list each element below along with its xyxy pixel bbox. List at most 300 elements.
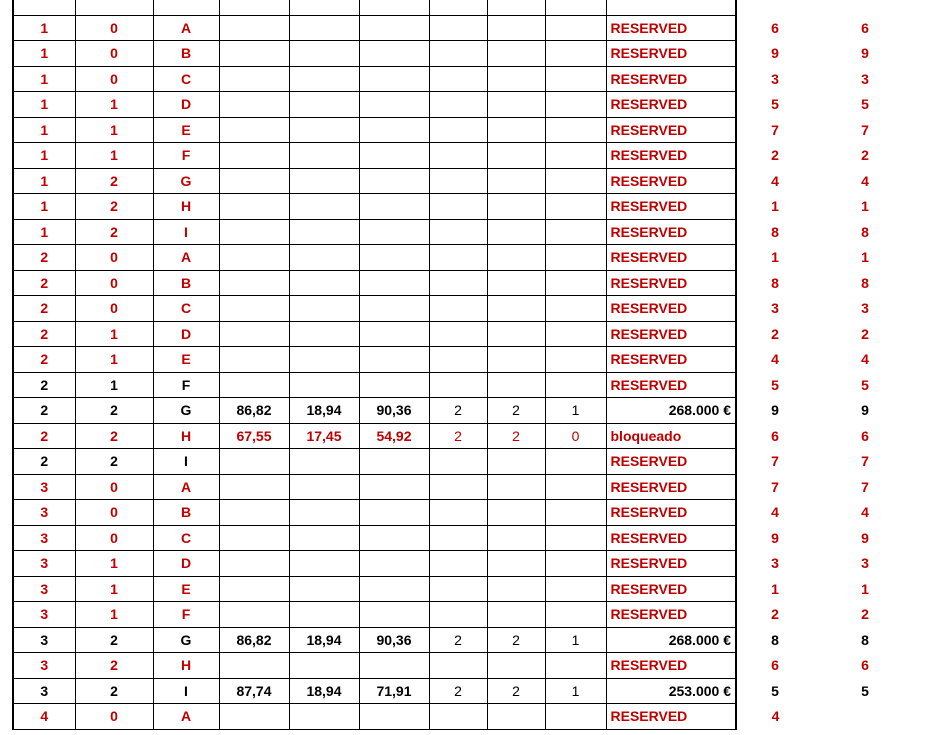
cell-estado-precio: RESERVED bbox=[606, 576, 736, 602]
cell-garaje bbox=[545, 92, 606, 118]
cell-bloque: 1 bbox=[75, 347, 153, 373]
cell-dormitorios bbox=[429, 0, 487, 15]
cell-dormitorios bbox=[429, 551, 487, 577]
cell-m2-util bbox=[219, 92, 289, 118]
cell-letra: B bbox=[153, 270, 219, 296]
cell-banos bbox=[487, 296, 545, 322]
cell-planta: 3 bbox=[13, 653, 75, 679]
cell-ref-b bbox=[814, 704, 916, 730]
cell-m2-terraza bbox=[289, 372, 359, 398]
cell-ref-a: 8 bbox=[771, 223, 779, 240]
cell-bloque: 0 bbox=[75, 245, 153, 271]
cell-ref-b: 8 bbox=[861, 223, 869, 240]
cell-dormitorios bbox=[429, 219, 487, 245]
cell-bloque: 0 bbox=[75, 500, 153, 526]
cell-m2-util bbox=[219, 347, 289, 373]
cell-bloque: 0 bbox=[75, 41, 153, 67]
cell-m2-util bbox=[219, 449, 289, 475]
cell-m2-util bbox=[219, 0, 289, 15]
cell-m2-terraza: 18,94 bbox=[289, 627, 359, 653]
cell-estado-precio: RESERVED bbox=[606, 653, 736, 679]
cell-bloque: 1 bbox=[75, 92, 153, 118]
cell-m2-util bbox=[219, 474, 289, 500]
cell-dormitorios bbox=[429, 500, 487, 526]
cell-garaje bbox=[545, 449, 606, 475]
cell-ref-a: 1 bbox=[771, 580, 779, 597]
cell-planta: 2 bbox=[13, 449, 75, 475]
cell-garaje bbox=[545, 474, 606, 500]
cell-m2-total bbox=[359, 449, 429, 475]
cell-letra: F bbox=[153, 143, 219, 169]
cell-ref-b: 8 bbox=[861, 631, 869, 648]
cell-ref-a: 9 bbox=[771, 45, 779, 62]
cell-dormitorios bbox=[429, 602, 487, 628]
cell-m2-util bbox=[219, 602, 289, 628]
cell-ref-a: 7 bbox=[771, 121, 779, 138]
cell-ref-b bbox=[814, 0, 916, 15]
cell-m2-total bbox=[359, 602, 429, 628]
cell-planta: 1 bbox=[13, 219, 75, 245]
cell-ref-b: 7 bbox=[861, 453, 869, 470]
cell-banos bbox=[487, 66, 545, 92]
cell-ref-a: 6 bbox=[771, 657, 779, 674]
cell-m2-terraza: 18,94 bbox=[289, 398, 359, 424]
cell-m2-terraza bbox=[289, 0, 359, 15]
cell-letra: G bbox=[153, 398, 219, 424]
cell-planta: 3 bbox=[13, 627, 75, 653]
cell-m2-total bbox=[359, 0, 429, 15]
cell-letra: H bbox=[153, 653, 219, 679]
cell-estado-precio: RESERVED bbox=[606, 296, 736, 322]
cell-letra: F bbox=[153, 602, 219, 628]
cell-dormitorios: 2 bbox=[429, 398, 487, 424]
cell-m2-total bbox=[359, 270, 429, 296]
cell-banos bbox=[487, 219, 545, 245]
cell-bloque: 1 bbox=[75, 372, 153, 398]
cell-m2-terraza bbox=[289, 474, 359, 500]
cell-dormitorios: 2 bbox=[429, 423, 487, 449]
table-row bbox=[13, 627, 916, 653]
cell-m2-terraza bbox=[289, 576, 359, 602]
cell-m2-util bbox=[219, 500, 289, 526]
cell-m2-total: 90,36 bbox=[359, 627, 429, 653]
cell-planta: 1 bbox=[13, 143, 75, 169]
cell-dormitorios bbox=[429, 576, 487, 602]
cell-estado-precio: RESERVED bbox=[606, 92, 736, 118]
cell-m2-terraza bbox=[289, 525, 359, 551]
cell-bloque: 2 bbox=[75, 627, 153, 653]
cell-m2-terraza bbox=[289, 602, 359, 628]
cell-bloque: 0 bbox=[75, 66, 153, 92]
cell-ref-a: 4 bbox=[771, 172, 779, 189]
cell-ref-b: 1 bbox=[861, 249, 869, 266]
cell-banos bbox=[487, 525, 545, 551]
cell-garaje bbox=[545, 143, 606, 169]
cell-garaje bbox=[545, 525, 606, 551]
cell-letra: E bbox=[153, 576, 219, 602]
cell-planta: 1 bbox=[13, 117, 75, 143]
cell-ref-b: 4 bbox=[861, 504, 869, 521]
cell-planta: 1 bbox=[13, 41, 75, 67]
cell-ref-b: 5 bbox=[861, 376, 869, 393]
table-row bbox=[13, 41, 916, 67]
cell-m2-util bbox=[219, 372, 289, 398]
cell-estado-precio: RESERVED bbox=[606, 704, 736, 730]
cell-garaje bbox=[545, 15, 606, 41]
cell-m2-util bbox=[219, 270, 289, 296]
cell-letra: I bbox=[153, 678, 219, 704]
cell-planta: 1 bbox=[13, 194, 75, 220]
cell-ref-b: 4 bbox=[861, 172, 869, 189]
cell-m2-total bbox=[359, 296, 429, 322]
cell-planta: 3 bbox=[13, 474, 75, 500]
cell-garaje: 1 bbox=[545, 398, 606, 424]
cell-dormitorios bbox=[429, 15, 487, 41]
cell-ref-b: 9 bbox=[861, 529, 869, 546]
cell-letra: H bbox=[153, 194, 219, 220]
cell-estado-precio: RESERVED bbox=[606, 602, 736, 628]
cell-letra: D bbox=[153, 551, 219, 577]
cell-banos: 2 bbox=[487, 627, 545, 653]
cell-dormitorios bbox=[429, 245, 487, 271]
cell-m2-total bbox=[359, 576, 429, 602]
cell-estado-precio: RESERVED bbox=[606, 321, 736, 347]
cell-dormitorios: 2 bbox=[429, 678, 487, 704]
cell-garaje bbox=[545, 653, 606, 679]
cell-estado-precio: RESERVED bbox=[606, 117, 736, 143]
cell-ref-a: 1 bbox=[771, 198, 779, 215]
cell-planta: 2 bbox=[13, 321, 75, 347]
cell-m2-util bbox=[219, 15, 289, 41]
cell-bloque: 2 bbox=[75, 194, 153, 220]
cell-bloque: 2 bbox=[75, 168, 153, 194]
cell-ref-a: 9 bbox=[771, 402, 779, 419]
cell-estado-precio: RESERVED bbox=[606, 41, 736, 67]
cell-m2-terraza bbox=[289, 194, 359, 220]
cell-m2-terraza: 17,45 bbox=[289, 423, 359, 449]
cell-m2-util bbox=[219, 653, 289, 679]
table-row bbox=[13, 245, 916, 271]
cell-planta: 3 bbox=[13, 602, 75, 628]
table-row bbox=[13, 194, 916, 220]
table-row bbox=[13, 500, 916, 526]
cell-m2-total bbox=[359, 66, 429, 92]
cell-bloque: 1 bbox=[75, 117, 153, 143]
cell-m2-terraza bbox=[289, 551, 359, 577]
cell-planta: 2 bbox=[13, 372, 75, 398]
table-row bbox=[13, 321, 916, 347]
cell-dormitorios bbox=[429, 525, 487, 551]
cell-letra: H bbox=[153, 423, 219, 449]
cell-m2-util bbox=[219, 219, 289, 245]
cell-m2-total bbox=[359, 474, 429, 500]
cell-dormitorios bbox=[429, 92, 487, 118]
table-row bbox=[13, 117, 916, 143]
cell-ref-a: 2 bbox=[771, 147, 779, 164]
cell-banos bbox=[487, 41, 545, 67]
cell-m2-util bbox=[219, 245, 289, 271]
cell-bloque: 1 bbox=[75, 602, 153, 628]
cell-bloque: 1 bbox=[75, 321, 153, 347]
cell-estado-precio: RESERVED bbox=[606, 372, 736, 398]
cell-garaje bbox=[545, 194, 606, 220]
units-table-body bbox=[13, 0, 916, 729]
cell-estado-precio: bloqueado bbox=[606, 423, 736, 449]
cell-bloque: 2 bbox=[75, 449, 153, 475]
cell-letra: C bbox=[153, 66, 219, 92]
cell-ref-b: 3 bbox=[861, 300, 869, 317]
table-row bbox=[13, 678, 916, 704]
cell-m2-total bbox=[359, 653, 429, 679]
cell-ref-a: 8 bbox=[771, 274, 779, 291]
cell-planta: 3 bbox=[13, 551, 75, 577]
cell-garaje bbox=[545, 602, 606, 628]
cell-garaje bbox=[545, 66, 606, 92]
cell-letra: A bbox=[153, 15, 219, 41]
cell-m2-terraza bbox=[289, 321, 359, 347]
cell-ref-a: 5 bbox=[771, 682, 779, 699]
cell-letra: D bbox=[153, 321, 219, 347]
cell-banos bbox=[487, 117, 545, 143]
cell-dormitorios bbox=[429, 449, 487, 475]
cell-ref-b: 7 bbox=[861, 121, 869, 138]
cell-dormitorios bbox=[429, 168, 487, 194]
cell-planta: 3 bbox=[13, 525, 75, 551]
cell-m2-total: 54,92 bbox=[359, 423, 429, 449]
cell-banos bbox=[487, 270, 545, 296]
cell-banos bbox=[487, 602, 545, 628]
cell-letra: E bbox=[153, 117, 219, 143]
cell-ref-a: 3 bbox=[771, 70, 779, 87]
table-row bbox=[13, 296, 916, 322]
cell-estado-precio: RESERVED bbox=[606, 347, 736, 373]
cell-dormitorios bbox=[429, 143, 487, 169]
cell-banos bbox=[487, 168, 545, 194]
cell-m2-terraza bbox=[289, 41, 359, 67]
cell-planta: 2 bbox=[13, 296, 75, 322]
cell-m2-total bbox=[359, 551, 429, 577]
cell-m2-terraza bbox=[289, 270, 359, 296]
cell-m2-terraza bbox=[289, 296, 359, 322]
table-row bbox=[13, 0, 916, 15]
cell-letra: A bbox=[153, 474, 219, 500]
cell-planta: 2 bbox=[13, 270, 75, 296]
cell-banos bbox=[487, 551, 545, 577]
cell-m2-total bbox=[359, 372, 429, 398]
cell-ref-b: 2 bbox=[861, 606, 869, 623]
cell-garaje bbox=[545, 117, 606, 143]
cell-m2-total bbox=[359, 92, 429, 118]
cell-m2-terraza bbox=[289, 66, 359, 92]
cell-m2-total bbox=[359, 245, 429, 271]
cell-banos bbox=[487, 321, 545, 347]
cell-banos bbox=[487, 704, 545, 730]
cell-m2-total bbox=[359, 500, 429, 526]
cell-ref-a: 1 bbox=[771, 249, 779, 266]
cell-banos bbox=[487, 653, 545, 679]
cell-planta: 2 bbox=[13, 423, 75, 449]
table-row bbox=[13, 347, 916, 373]
table-row bbox=[13, 219, 916, 245]
cell-banos bbox=[487, 449, 545, 475]
cell-banos: 2 bbox=[487, 423, 545, 449]
cell-ref-b: 1 bbox=[861, 198, 869, 215]
table-row bbox=[13, 168, 916, 194]
cell-garaje bbox=[545, 219, 606, 245]
cell-m2-util bbox=[219, 194, 289, 220]
cell-letra: C bbox=[153, 296, 219, 322]
table-row bbox=[13, 653, 916, 679]
cell-ref-a: 8 bbox=[771, 631, 779, 648]
cell-bloque: 1 bbox=[75, 143, 153, 169]
cell-m2-util bbox=[219, 41, 289, 67]
cell-estado-precio: RESERVED bbox=[606, 500, 736, 526]
cell-m2-total bbox=[359, 525, 429, 551]
cell-m2-total bbox=[359, 168, 429, 194]
cell-estado-precio: RESERVED bbox=[606, 270, 736, 296]
cell-m2-total bbox=[359, 41, 429, 67]
cell-m2-util bbox=[219, 296, 289, 322]
cell-banos: 2 bbox=[487, 678, 545, 704]
cell-bloque: 0 bbox=[75, 474, 153, 500]
cell-m2-total bbox=[359, 15, 429, 41]
cell-dormitorios bbox=[429, 41, 487, 67]
cell-dormitorios bbox=[429, 270, 487, 296]
cell-m2-total bbox=[359, 117, 429, 143]
cell-garaje bbox=[545, 270, 606, 296]
cell-planta: 1 bbox=[13, 92, 75, 118]
cell-dormitorios bbox=[429, 474, 487, 500]
cell-m2-util: 87,74 bbox=[219, 678, 289, 704]
cell-m2-util: 86,82 bbox=[219, 627, 289, 653]
cell-ref-b: 9 bbox=[861, 45, 869, 62]
table-row bbox=[13, 92, 916, 118]
table-row bbox=[13, 423, 916, 449]
cell-letra: B bbox=[153, 500, 219, 526]
cell-ref-b: 6 bbox=[861, 19, 869, 36]
cell-m2-total bbox=[359, 321, 429, 347]
cell-dormitorios bbox=[429, 321, 487, 347]
cell-ref-a: 6 bbox=[771, 19, 779, 36]
cell-garaje bbox=[545, 551, 606, 577]
cell-dormitorios bbox=[429, 704, 487, 730]
cell-bloque: 0 bbox=[75, 704, 153, 730]
cell-m2-util: 67,55 bbox=[219, 423, 289, 449]
cell-estado-precio bbox=[606, 0, 736, 15]
cell-planta: 1 bbox=[13, 66, 75, 92]
table-row bbox=[13, 449, 916, 475]
cell-m2-util bbox=[219, 143, 289, 169]
cell-ref-a bbox=[736, 0, 814, 15]
cell-bloque: 2 bbox=[75, 398, 153, 424]
cell-m2-util bbox=[219, 117, 289, 143]
cell-garaje bbox=[545, 0, 606, 15]
cell-letra: A bbox=[153, 245, 219, 271]
cell-m2-util bbox=[219, 525, 289, 551]
cell-letra: E bbox=[153, 347, 219, 373]
cell-bloque: 0 bbox=[75, 15, 153, 41]
cell-estado-precio: RESERVED bbox=[606, 168, 736, 194]
cell-ref-a: 7 bbox=[771, 478, 779, 495]
table-row bbox=[13, 15, 916, 41]
cell-banos bbox=[487, 347, 545, 373]
table-row bbox=[13, 474, 916, 500]
cell-letra: A bbox=[153, 704, 219, 730]
cell-m2-total bbox=[359, 143, 429, 169]
cell-estado-precio: RESERVED bbox=[606, 15, 736, 41]
cell-ref-b: 9 bbox=[861, 402, 869, 419]
cell-garaje bbox=[545, 41, 606, 67]
cell-estado-precio: RESERVED bbox=[606, 449, 736, 475]
cell-ref-b: 8 bbox=[861, 274, 869, 291]
cell-garaje bbox=[545, 347, 606, 373]
cell-letra bbox=[153, 0, 219, 15]
cell-m2-terraza bbox=[289, 117, 359, 143]
cell-estado-precio: RESERVED bbox=[606, 66, 736, 92]
cell-garaje bbox=[545, 321, 606, 347]
cell-bloque: 2 bbox=[75, 678, 153, 704]
cell-m2-terraza bbox=[289, 347, 359, 373]
cell-letra: G bbox=[153, 627, 219, 653]
cell-ref-b: 3 bbox=[861, 70, 869, 87]
cell-ref-b: 2 bbox=[861, 325, 869, 342]
cell-garaje bbox=[545, 168, 606, 194]
cell-m2-util bbox=[219, 321, 289, 347]
cell-ref-a: 5 bbox=[771, 96, 779, 113]
cell-ref-b: 5 bbox=[861, 96, 869, 113]
table-row bbox=[13, 372, 916, 398]
cell-m2-util bbox=[219, 576, 289, 602]
cell-banos bbox=[487, 576, 545, 602]
cell-planta: 4 bbox=[13, 704, 75, 730]
cell-m2-terraza bbox=[289, 143, 359, 169]
cell-planta: 2 bbox=[13, 245, 75, 271]
cell-garaje bbox=[545, 704, 606, 730]
cell-ref-a: 6 bbox=[771, 427, 779, 444]
cell-banos bbox=[487, 92, 545, 118]
cell-banos bbox=[487, 0, 545, 15]
cell-m2-total: 71,91 bbox=[359, 678, 429, 704]
cell-bloque: 2 bbox=[75, 219, 153, 245]
cell-estado-precio: RESERVED bbox=[606, 143, 736, 169]
cell-ref-a: 7 bbox=[771, 453, 779, 470]
cell-dormitorios bbox=[429, 347, 487, 373]
cell-planta: 1 bbox=[13, 168, 75, 194]
table-row bbox=[13, 602, 916, 628]
cell-dormitorios bbox=[429, 372, 487, 398]
cell-estado-precio: RESERVED bbox=[606, 474, 736, 500]
table-row bbox=[13, 143, 916, 169]
cell-dormitorios bbox=[429, 66, 487, 92]
cell-planta: 3 bbox=[13, 500, 75, 526]
cell-planta: 3 bbox=[13, 678, 75, 704]
cell-garaje bbox=[545, 296, 606, 322]
cell-ref-a: 3 bbox=[771, 555, 779, 572]
cell-estado-precio: RESERVED bbox=[606, 245, 736, 271]
cell-m2-terraza bbox=[289, 704, 359, 730]
cell-dormitorios bbox=[429, 653, 487, 679]
cell-m2-terraza bbox=[289, 245, 359, 271]
cell-bloque: 2 bbox=[75, 653, 153, 679]
cell-estado-precio: 268.000 € bbox=[606, 398, 736, 424]
cell-m2-util bbox=[219, 551, 289, 577]
cell-estado-precio: RESERVED bbox=[606, 551, 736, 577]
cell-m2-util: 86,82 bbox=[219, 398, 289, 424]
cell-letra: I bbox=[153, 219, 219, 245]
cell-m2-util bbox=[219, 66, 289, 92]
cell-ref-a: 4 bbox=[771, 351, 779, 368]
cell-ref-b: 6 bbox=[861, 657, 869, 674]
